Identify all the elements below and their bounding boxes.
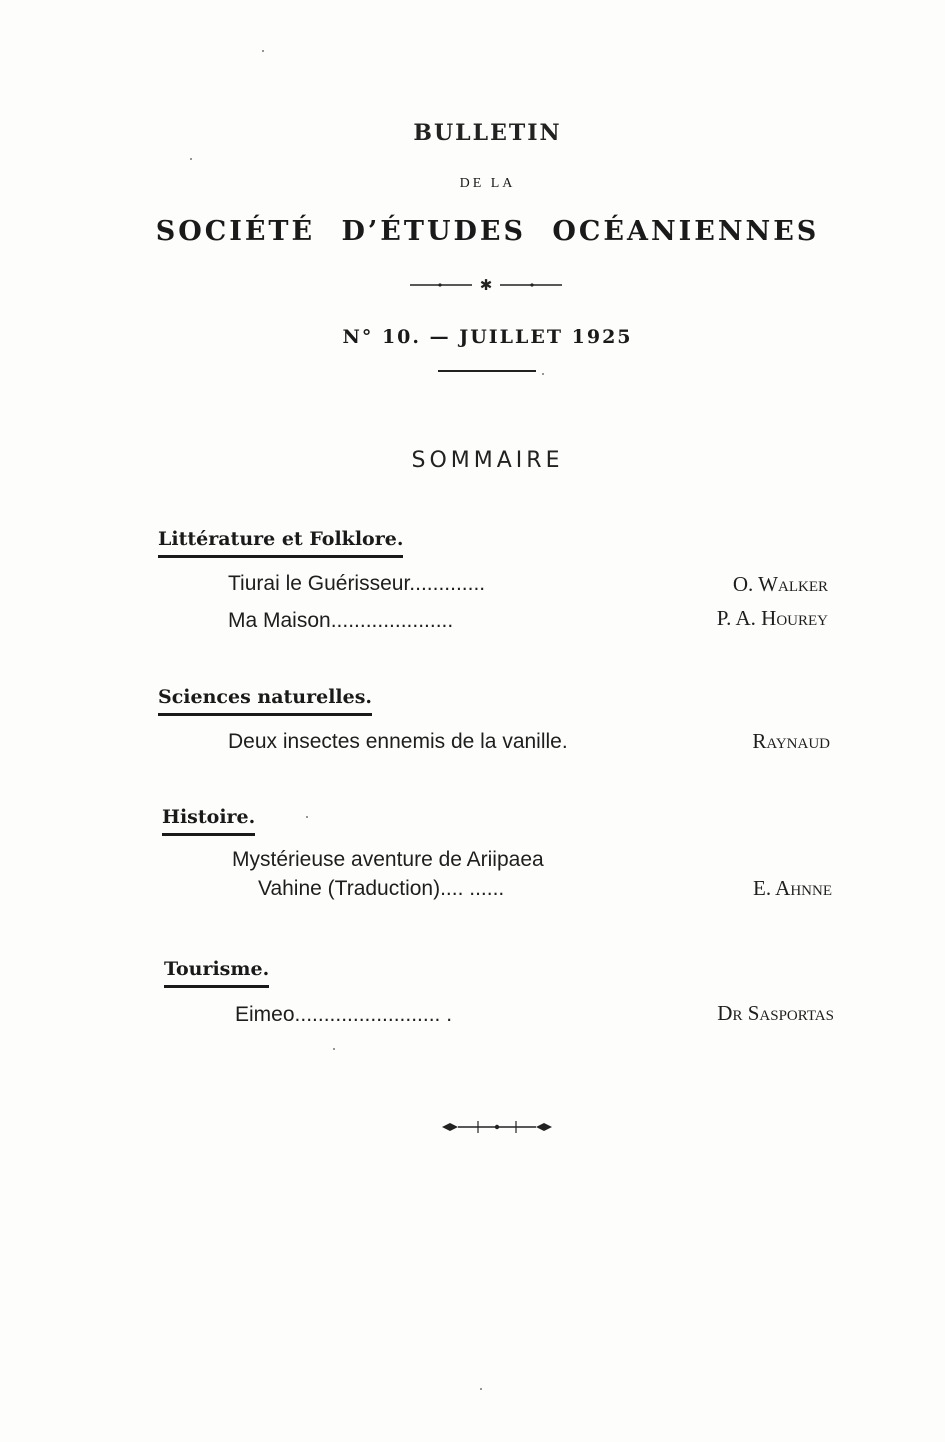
entry-title: Ma Maison..................... bbox=[228, 609, 454, 632]
paper-speck bbox=[306, 816, 308, 818]
sommaire-title: SOMMAIRE bbox=[411, 448, 564, 473]
issue-number: N° 10. — JUILLET 1925 bbox=[342, 326, 633, 348]
paper-speck bbox=[333, 1048, 335, 1050]
entry-title-line2: Vahine (Traduction).... ...... bbox=[258, 877, 505, 900]
paper-speck bbox=[190, 158, 192, 160]
paper-speck bbox=[262, 50, 264, 52]
header-rule bbox=[438, 370, 536, 372]
society-name: SOCIÉTÉ D’ÉTUDES OCÉANIENNES bbox=[155, 216, 820, 247]
entry-author: Dr Sasportas bbox=[717, 1001, 834, 1025]
paper-speck bbox=[480, 1388, 482, 1390]
de-la-text: DE LA bbox=[459, 176, 516, 191]
ornament-divider-icon bbox=[410, 276, 562, 292]
ornament-footer-icon bbox=[442, 1118, 552, 1136]
entry-title: Eimeo......................... . bbox=[235, 1003, 453, 1026]
section-heading-tourisme: Tourisme. bbox=[164, 958, 269, 988]
svg-text:✱: ✱ bbox=[479, 276, 493, 292]
section-heading-sciences: Sciences naturelles. bbox=[158, 686, 372, 716]
entry-title: Deux insectes ennemis de la vanille. bbox=[228, 730, 568, 753]
entry-author: O. Walker bbox=[732, 572, 828, 596]
section-heading-histoire: Histoire. bbox=[162, 806, 255, 836]
entry-author: E. Ahnne bbox=[753, 876, 832, 900]
section-heading-litterature: Littérature et Folklore. bbox=[158, 528, 403, 558]
bulletin-title: BULLETIN bbox=[413, 120, 562, 146]
paper-speck bbox=[542, 373, 544, 375]
entry-author: Raynaud bbox=[752, 729, 830, 753]
entry-title: Tiurai le Guérisseur............. bbox=[228, 572, 486, 595]
entry-author: P. A. Hourey bbox=[716, 606, 828, 630]
entry-title-line1: Mystérieuse aventure de Ariipaea bbox=[232, 848, 544, 871]
